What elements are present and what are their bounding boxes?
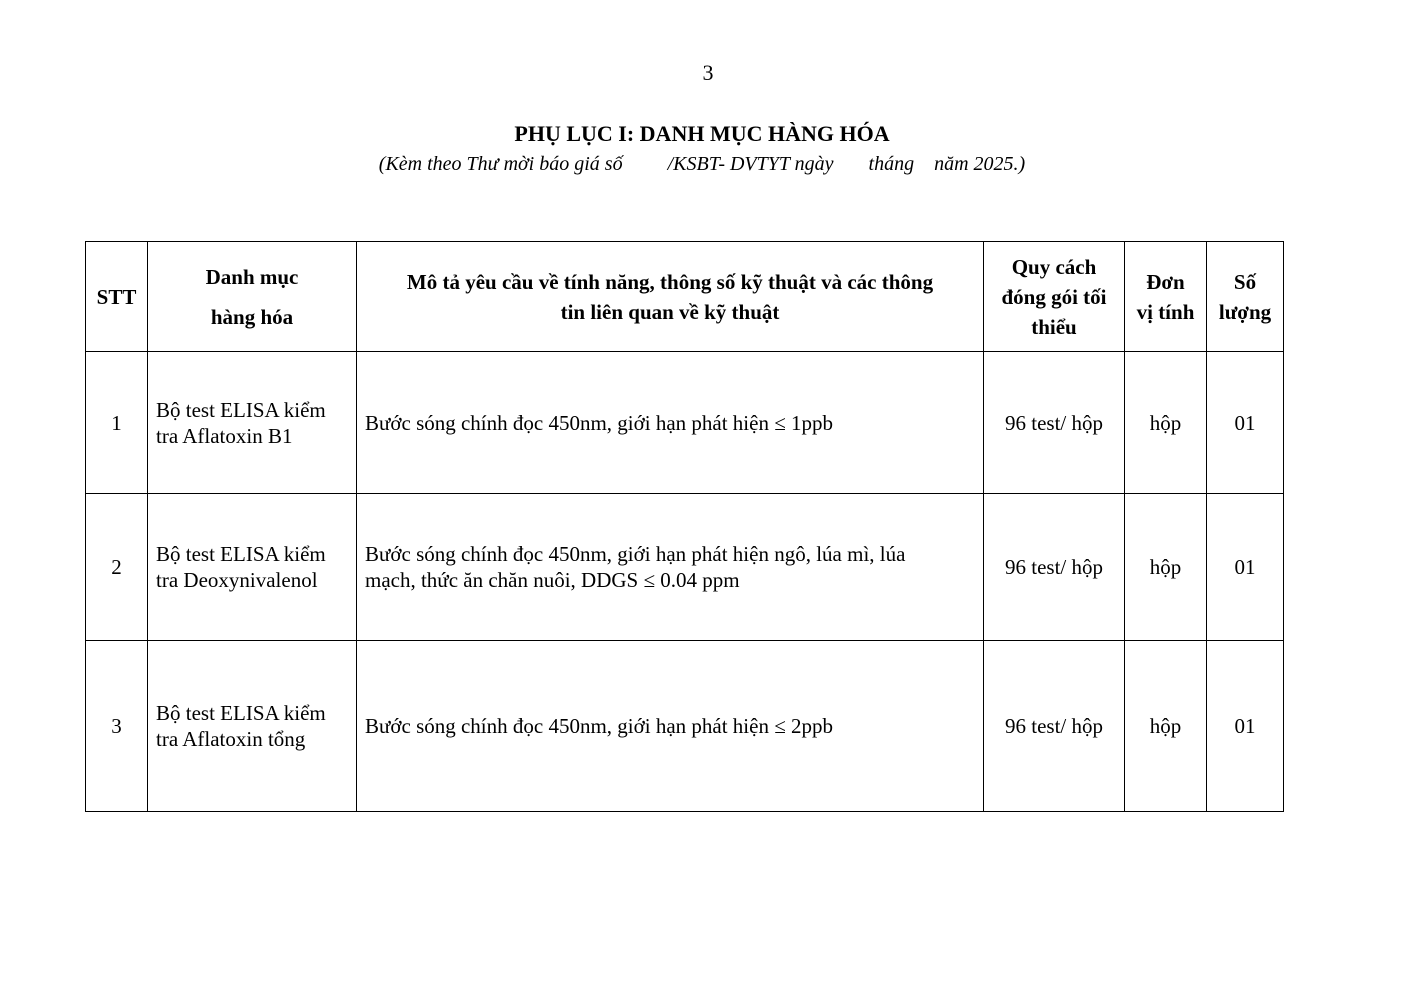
- document-title: PHỤ LỤC I: DANH MỤC HÀNG HÓA: [514, 121, 890, 146]
- header-don-vi-line2: vị tính: [1136, 299, 1195, 324]
- cell-description-line1: Bước sóng chính đọc 450nm, giới hạn phát hiện ≤ 1ppb: [365, 410, 833, 435]
- cell-name-line2: tra Aflatoxin B1: [156, 423, 293, 448]
- cell-description-line2: mạch, thức ăn chăn nuôi, DDGS ≤ 0.04 ppm: [365, 568, 740, 592]
- cell-packing: 96 test/ hộp: [984, 494, 1125, 641]
- header-quy-cach-line1: Quy cách: [1011, 254, 1097, 279]
- cell-name-line1: Bộ test ELISA kiểm: [156, 397, 326, 422]
- cell-quantity: 01: [1207, 641, 1284, 812]
- header-mo-ta-line1: Mô tả yêu cầu về tính năng, thông số kỹ thuật và các thông: [406, 269, 934, 294]
- table-row: [86, 352, 1284, 494]
- cell-description-line1: Bước sóng chính đọc 450nm, giới hạn phát hiện ≤ 2ppb: [365, 714, 833, 738]
- table-row: [86, 641, 1284, 812]
- header-danh-muc-line2: hàng hóa: [210, 304, 294, 329]
- header-quy-cach: [984, 242, 1125, 352]
- header-danh-muc: [148, 242, 357, 352]
- cell-name-line2: tra Deoxynivalenol: [156, 568, 318, 592]
- cell-stt: 2: [86, 494, 148, 641]
- header-so-luong: [1207, 242, 1284, 352]
- cell-packing: 96 test/ hộp: [984, 352, 1125, 494]
- header-mo-ta-line2: tin liên quan về kỹ thuật: [560, 299, 780, 324]
- cell-description: [357, 641, 984, 812]
- header-quy-cach-line2: đóng gói tối: [1001, 284, 1107, 309]
- cell-name: [148, 352, 357, 494]
- cell-stt: 1: [86, 352, 148, 494]
- cell-unit: hộp: [1125, 352, 1207, 494]
- cell-name-line2: tra Aflatoxin tổng: [156, 727, 306, 751]
- header-mo-ta: [357, 242, 984, 352]
- header-stt: STT: [86, 242, 148, 352]
- cell-name: [148, 494, 357, 641]
- cell-packing: 96 test/ hộp: [984, 641, 1125, 812]
- header-don-vi: [1125, 242, 1207, 352]
- document-subtitle: (Kèm theo Thư mời báo giá số /KSBT- DVTYT ngày tháng năm 2025.): [378, 153, 1026, 175]
- cell-stt: 3: [86, 641, 148, 812]
- table-header-row: [86, 242, 1284, 352]
- cell-name-line1: Bộ test ELISA kiểm: [156, 701, 326, 725]
- cell-unit: hộp: [1125, 641, 1207, 812]
- table-row: [86, 494, 1284, 641]
- page-number: 3: [702, 60, 714, 85]
- cell-description: [357, 494, 984, 641]
- cell-name-line1: Bộ test ELISA kiểm: [156, 542, 326, 566]
- cell-quantity: 01: [1207, 352, 1284, 494]
- header-don-vi-line1: Đơn: [1146, 269, 1185, 294]
- cell-name: [148, 641, 357, 812]
- goods-table: [85, 241, 1284, 812]
- cell-unit: hộp: [1125, 494, 1207, 641]
- cell-quantity: 01: [1207, 494, 1284, 641]
- cell-description-line1: Bước sóng chính đọc 450nm, giới hạn phát hiện ngô, lúa mì, lúa: [365, 542, 906, 566]
- header-danh-muc-line1: Danh mục: [205, 264, 299, 289]
- header-quy-cach-line3: thiểu: [1031, 314, 1077, 339]
- header-so-luong-line1: Số: [1233, 269, 1257, 294]
- cell-description: [357, 352, 984, 494]
- header-so-luong-line2: lượng: [1218, 299, 1272, 324]
